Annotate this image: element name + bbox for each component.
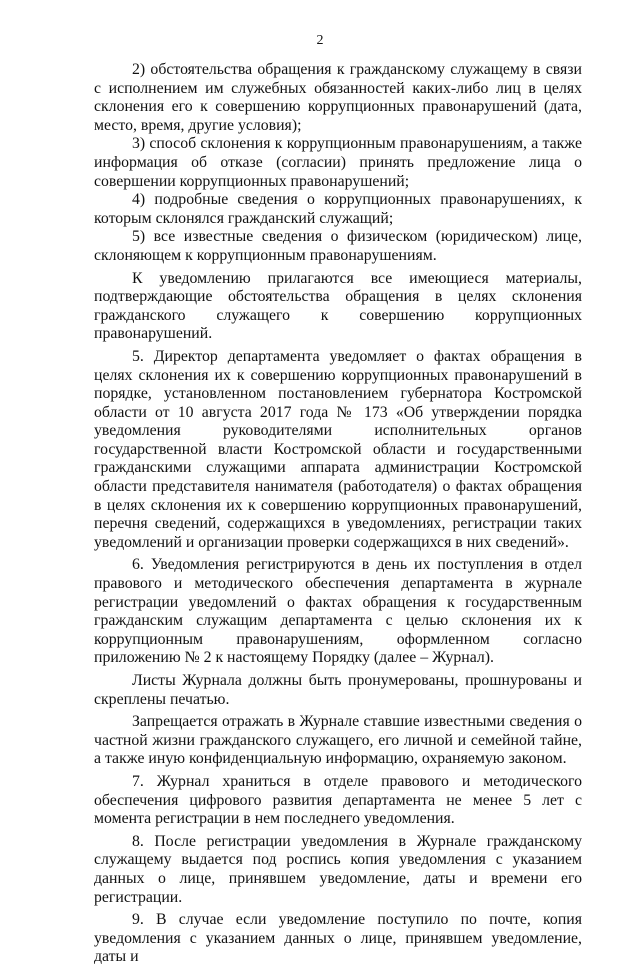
paragraph-item-5: 5) все известные сведения о физическом (юридическом) лице, склоняющем к коррупционным правонарушениям. (94, 228, 582, 264)
paragraph-clause-6: 6. Уведомления регистрируются в день их поступления в отдел правового и методического обеспечения департамента в журнале регистрации уведомлений о фактах обращения к государственным гражданским служащим департамента с целью склонения их к коррупционным правонарушениям, оформленном согласно приложению № 2 к настоящему Порядку (далее – Журнал). (94, 556, 582, 667)
paragraph-clause-9: 9. В случае если уведомление поступило по почте, копия уведомления с указанием данных о лице, принявшем уведомление, даты и (94, 911, 582, 966)
paragraph-clause-7: 7. Журнал храниться в отделе правового и методического обеспечения цифрового развития департамента не менее 5 лет с момента регистрации в нем последнего уведомления. (94, 772, 582, 828)
paragraph-item-4: 4) подробные сведения о коррупционных правонарушениях, к которым склонялся гражданский служащий; (94, 191, 582, 227)
document-body (94, 61, 582, 967)
paragraph-clause-5: 5. Директор департамента уведомляет о фактах обращения в целях склонения их к совершению коррупционных правонарушений в порядке, установленном постановлением губернатора Костромской области от 10 августа 2017 года № 173 «Об утверждении порядка уведомления руководителями исполнительных органов государственной власти Костромской области и государственными гражданскими служащими аппарата администрации Костромской области представителя нанимателя (работодателя) о фактах обращения в целях склонения их к совершению коррупционных правонарушений, перечня сведений, содержащихся в уведомлениях, регистрации таких уведомлений и организации проверки содержащихся в них сведений». (94, 347, 582, 551)
paragraph-prohibition: Запрещается отражать в Журнале ставшие известными сведения о частной жизни гражданского служащего, его личной и семейной тайне, а также иную конфиденциальную информацию, охраняемую законом. (94, 713, 582, 768)
paragraph-item-3: 3) способ склонения к коррупционным правонарушениям, а также информация об отказе (согласии) принять предложение лица о совершении коррупционных правонарушений; (94, 135, 582, 190)
paragraph-attachments: К уведомлению прилагаются все имеющиеся материалы, подтверждающие обстоятельства обращения в целях склонения гражданского служащего к совершению коррупционных правонарушений. (94, 269, 582, 343)
paragraph-clause-8: 8. После регистрации уведомления в Журнале гражданскому служащему выдается под роспись копия уведомления с указанием данных о лице, принявшем уведомление, даты и времени его регистрации. (94, 832, 582, 906)
paragraph-item-2: 2) обстоятельства обращения к гражданскому служащему в связи с исполнением им служебных обязанностей каких-либо лиц в целях склонения его к совершению коррупционных правонарушений (дата, место, время, другие условия); (94, 61, 582, 134)
paragraph-journal-sheets: Листы Журнала должны быть пронумерованы, прошнурованы и скреплены печатью. (94, 672, 582, 708)
page-number: 2 (316, 33, 324, 48)
